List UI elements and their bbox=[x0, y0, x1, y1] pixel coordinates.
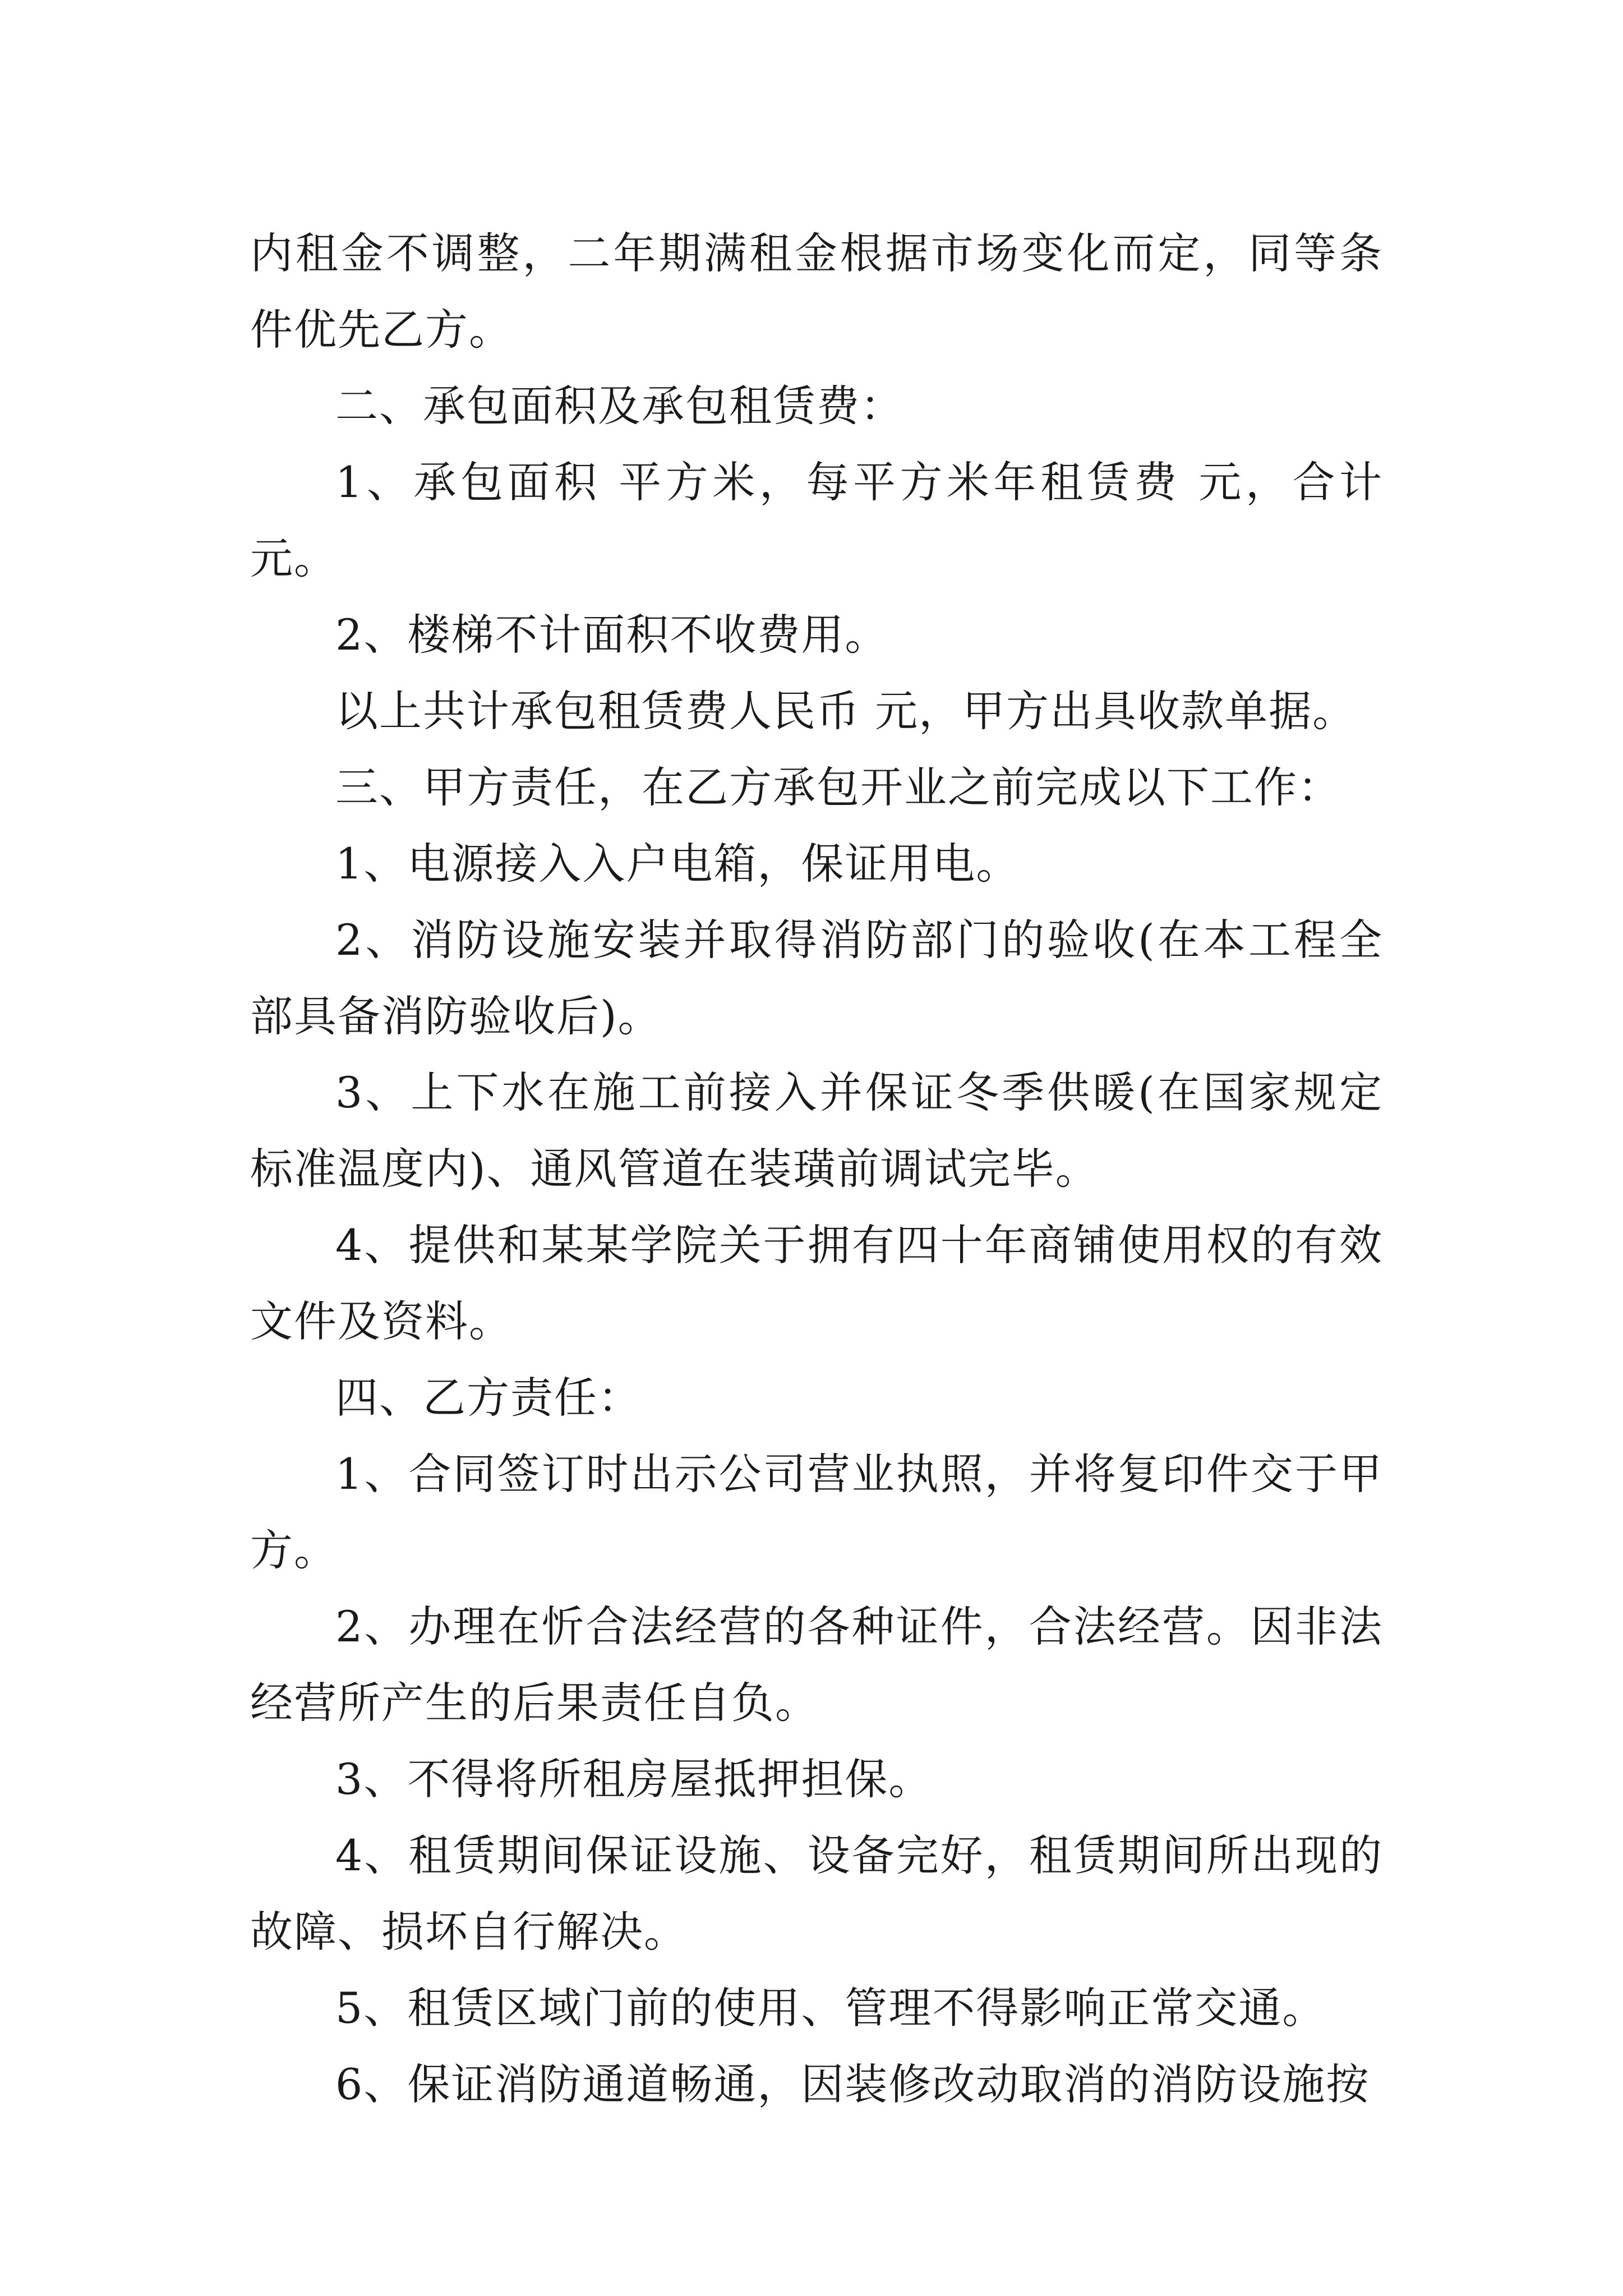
paragraph-fire-exit: 6、保证消防通道畅通，因装修改动取消的消防设施按 bbox=[335, 2059, 1370, 2109]
paragraph-fire-safety: 2、消防设施安装并取得消防部门的验收(在本工程全部具备消防验收后)。 bbox=[250, 915, 1383, 1041]
paragraph-stairs: 2、楼梯不计面积不收费用。 bbox=[335, 610, 889, 660]
paragraph-area-fee: 1、承包面积 平方米，每平方米年租赁费 元，合计 元。 bbox=[250, 457, 1383, 583]
paragraph-documents: 4、提供和某某学院关于拥有四十年商铺使用权的有效文件及资料。 bbox=[250, 1220, 1383, 1346]
paragraph-power: 1、电源接入入户电箱，保证用电。 bbox=[335, 839, 1020, 889]
heading-party-a-duties: 三、甲方责任，在乙方承包开业之前完成以下工作： bbox=[335, 762, 1341, 812]
paragraph-rent-adjustment: 内租金不调整，二年期满租金根据市场变化而定，同等条件优先乙方。 bbox=[250, 228, 1383, 355]
paragraph-no-mortgage: 3、不得将所租房屋抵押担保。 bbox=[335, 1754, 933, 1804]
paragraph-total-fee: 以上共计承包租赁费人民币 元，甲方出具收款单据。 bbox=[335, 686, 1357, 736]
paragraph-business-license: 1、合同签订时出示公司营业执照，并将复印件交于甲方。 bbox=[250, 1449, 1383, 1575]
document-body bbox=[250, 215, 1383, 2123]
heading-party-b-duties: 四、乙方责任： bbox=[335, 1373, 642, 1423]
paragraph-water-heating: 3、上下水在施工前接入并保证冬季供暖(在国家规定标准温度内)、通风管道在装璜前调试完毕。 bbox=[250, 1068, 1383, 1194]
paragraph-traffic: 5、租赁区域门前的使用、管理不得影响正常交通。 bbox=[335, 1983, 1326, 2033]
heading-area-and-fee: 二、承包面积及承包租赁费： bbox=[335, 381, 904, 431]
paragraph-legal-operation: 2、办理在忻合法经营的各种证件，合法经营。因非法经营所产生的后果责任自负。 bbox=[250, 1602, 1383, 1728]
paragraph-maintenance: 4、租赁期间保证设施、设备完好，租赁期间所出现的故障、损坏自行解决。 bbox=[250, 1830, 1383, 1957]
